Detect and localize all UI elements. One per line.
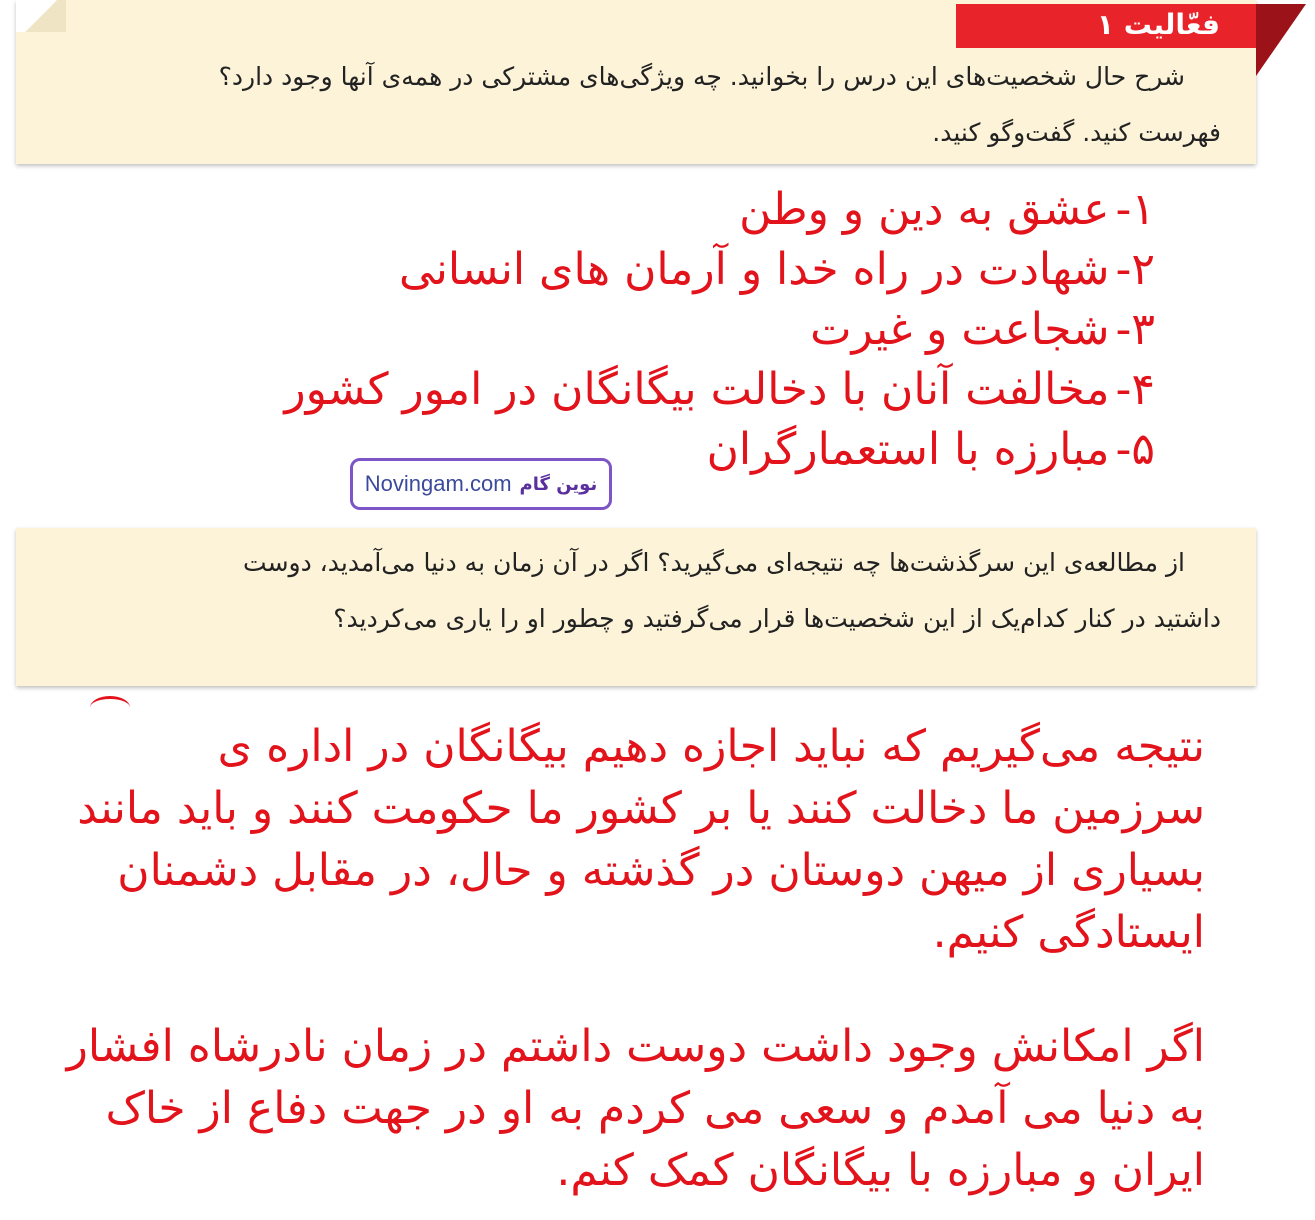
page-fold-corner <box>16 0 66 32</box>
answer-item: ۳-شجاعت و غیرت <box>810 304 1155 355</box>
activity-title: فعّالیت ۱ <box>1096 8 1220 41</box>
watermark-badge[interactable] <box>350 458 612 510</box>
answer-item: ۵-مبارزه با استعمارگران <box>706 424 1155 475</box>
answer-item: ۲-شهادت در راه خدا و آرمان های انسانی <box>399 244 1155 295</box>
answer-list <box>155 180 1155 480</box>
question1-line1: شرح حال شخصیت‌های این درس را بخوانید. چه ویژگی‌های مشترکی در همه‌ی آنها وجود دارد؟ <box>218 62 1185 91</box>
question2-line2: داشتید در کنار کدام‌یک از این شخصیت‌ها قرار می‌گرفتید و چطور او را یاری می‌کردید؟ <box>333 604 1221 633</box>
answer-item: ۱-عشق به دین و وطن <box>739 184 1155 235</box>
question2-line1: از مطالعه‌ی این سرگذشت‌ها چه نتیجه‌ای می‌گیرید؟ اگر در آن زمان به دنیا می‌آمدید، دوست <box>243 548 1185 577</box>
answer-item: ۴-مخالفت آنان با دخالت بیگانگان در امور کشور <box>284 364 1155 415</box>
watermark-site: Novingam.com <box>364 471 512 496</box>
response-paragraph-1: نتیجه می‌گیریم که نباید اجازه دهیم بیگانگان در اداره ی سرزمین ما دخالت کنند یا بر کشور ما حکومت کنند و باید مانند بسیاری از میهن دوستان در گذشته و حال، در مقابل دشمنان ایستادگی کنیم. <box>77 721 1205 958</box>
tag-fold-ribbon <box>1256 4 1306 76</box>
watermark-brand: نوین گام <box>519 473 598 495</box>
response-paragraph-2: اگر امکانش وجود داشت دوست داشتم در زمان نادرشاه افشار به دنیا می آمدم و سعی می کردم به او در جهت دفاع از خاک ایران و مبارزه با بیگانگان کمک کنم. <box>66 1021 1205 1196</box>
question1-line2: فهرست کنید. گفت‌وگو کنید. <box>932 118 1221 147</box>
